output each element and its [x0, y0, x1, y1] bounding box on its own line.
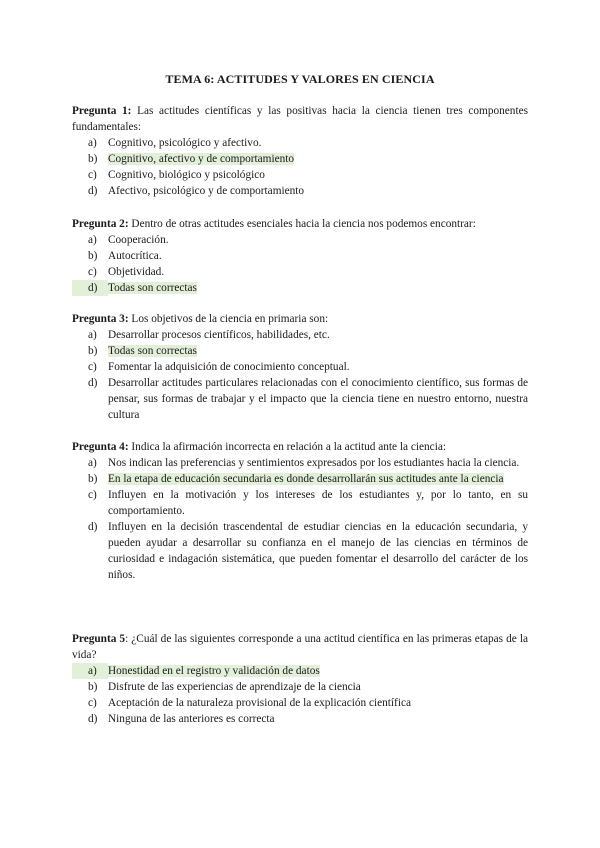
option-letter: b)	[88, 473, 98, 485]
option-list	[72, 663, 528, 727]
option-letter: d)	[88, 521, 98, 533]
option-text-highlighted: Todas son correctas	[108, 345, 197, 357]
option-letter: a)	[72, 663, 108, 679]
question-text: Los objetivos de la ciencia en primaria son:	[131, 313, 329, 325]
option-letter: d)	[88, 185, 98, 197]
question-label: Pregunta 1:	[72, 105, 132, 117]
option-text: Desarrollar procesos científicos, habilidades, etc.	[108, 329, 330, 341]
question-text: Dentro de otras actitudes esenciales hacia la ciencia nos podemos encontrar:	[131, 218, 476, 230]
option-c	[72, 359, 528, 375]
question-2	[72, 216, 528, 296]
option-letter: c)	[88, 266, 97, 278]
option-list	[72, 455, 528, 583]
option-text: Disfrute de las experiencias de aprendizaje de la ciencia	[108, 681, 361, 693]
question-text: Las actitudes científicas y las positivas hacia la ciencia tienen tres componentes fundamentales:	[72, 105, 528, 133]
option-letter: c)	[88, 169, 97, 181]
question-4	[72, 439, 528, 583]
option-letter: c)	[88, 361, 97, 373]
option-letter: b)	[88, 153, 98, 165]
option-d	[72, 375, 528, 423]
question-stem	[72, 439, 528, 455]
option-d	[72, 519, 528, 583]
option-b-correct	[72, 151, 528, 167]
question-label: Pregunta 4:	[72, 441, 129, 453]
option-letter: c)	[88, 489, 97, 501]
option-d	[72, 183, 528, 199]
option-c	[72, 167, 528, 183]
option-letter: a)	[88, 137, 97, 149]
option-text: Ninguna de las anteriores es correcta	[108, 713, 275, 725]
option-d-correct	[72, 280, 528, 296]
page-title: TEMA 6: ACTITUDES Y VALORES EN CIENCIA	[165, 72, 435, 86]
option-b-correct	[72, 343, 528, 359]
question-text: Indica la afirmación incorrecta en relación a la actitud ante la ciencia:	[131, 441, 446, 453]
question-5	[72, 631, 528, 727]
question-text: : ¿Cuál de las siguientes corresponde a una actitud científica en las primeras etapas de la vida?	[72, 633, 528, 661]
option-c	[72, 695, 528, 711]
option-text-highlighted: Todas son correctas	[108, 282, 197, 294]
option-letter: d)	[88, 377, 98, 389]
option-text: Aceptación de la naturaleza provisional de la explicación científica	[108, 697, 411, 709]
option-text: Cooperación.	[108, 234, 169, 246]
option-text-highlighted: Honestidad en el registro y validación de datos	[108, 665, 320, 677]
question-label: Pregunta 5	[72, 633, 126, 645]
option-letter: b)	[88, 681, 98, 693]
option-text: Nos indican las preferencias y sentimientos expresados por los estudiantes hacia la ciencia.	[108, 457, 520, 469]
option-letter: b)	[88, 250, 98, 262]
question-3	[72, 311, 528, 423]
option-b-correct	[72, 471, 528, 487]
option-a	[72, 135, 528, 151]
option-list	[72, 327, 528, 423]
question-stem	[72, 631, 528, 663]
option-b	[72, 679, 528, 695]
option-list	[72, 232, 528, 296]
option-letter: c)	[88, 697, 97, 709]
option-text: Influyen en la motivación y los intereses de los estudiantes y, por lo tanto, en su comportamiento.	[108, 489, 528, 517]
option-c	[72, 264, 528, 280]
option-letter: a)	[88, 234, 97, 246]
option-text: Cognitivo, psicológico y afectivo.	[108, 137, 262, 149]
question-1	[72, 103, 528, 199]
option-text: Autocrítica.	[108, 250, 162, 262]
question-stem	[72, 103, 528, 135]
option-text-highlighted: Cognitivo, afectivo y de comportamiento	[108, 153, 295, 165]
option-a-correct	[72, 663, 528, 679]
option-d	[72, 711, 528, 727]
option-a	[72, 455, 528, 471]
option-letter: a)	[88, 329, 97, 341]
option-list	[72, 135, 528, 199]
option-letter: b)	[88, 345, 98, 357]
option-letter: d)	[72, 280, 108, 296]
question-stem	[72, 216, 528, 232]
option-text: Fomentar la adquisición de conocimiento conceptual.	[108, 361, 350, 373]
option-letter: a)	[88, 457, 97, 469]
option-text: Afectivo, psicológico y de comportamiento	[108, 185, 305, 197]
option-a	[72, 327, 528, 343]
option-text: Desarrollar actitudes particulares relacionadas con el conocimiento científico, sus formas de pensar, sus formas de trabajar y el impacto que la ciencia tiene en nuestro entorno, nuestra cultura	[108, 377, 528, 421]
option-a	[72, 232, 528, 248]
option-text-highlighted: En la etapa de educación secundaria es donde desarrollarán sus actitudes ante la ciencia	[108, 473, 504, 485]
option-text: Influyen en la decisión trascendental de estudiar ciencias en la educación secundaria, y pueden ayudar a desarrollar su confianza en el manejo de las ciencias en términos de curiosidad e indagación sistemática, que pueden fomentar el desarrollo del carácter de los niños.	[108, 521, 528, 581]
question-label: Pregunta 2:	[72, 218, 129, 230]
question-label: Pregunta 3:	[72, 313, 129, 325]
option-c	[72, 487, 528, 519]
option-letter: d)	[88, 713, 98, 725]
option-text: Objetividad.	[108, 266, 165, 278]
option-text: Cognitivo, biológico y psicológico	[108, 169, 265, 181]
option-b	[72, 248, 528, 264]
question-stem	[72, 311, 528, 327]
